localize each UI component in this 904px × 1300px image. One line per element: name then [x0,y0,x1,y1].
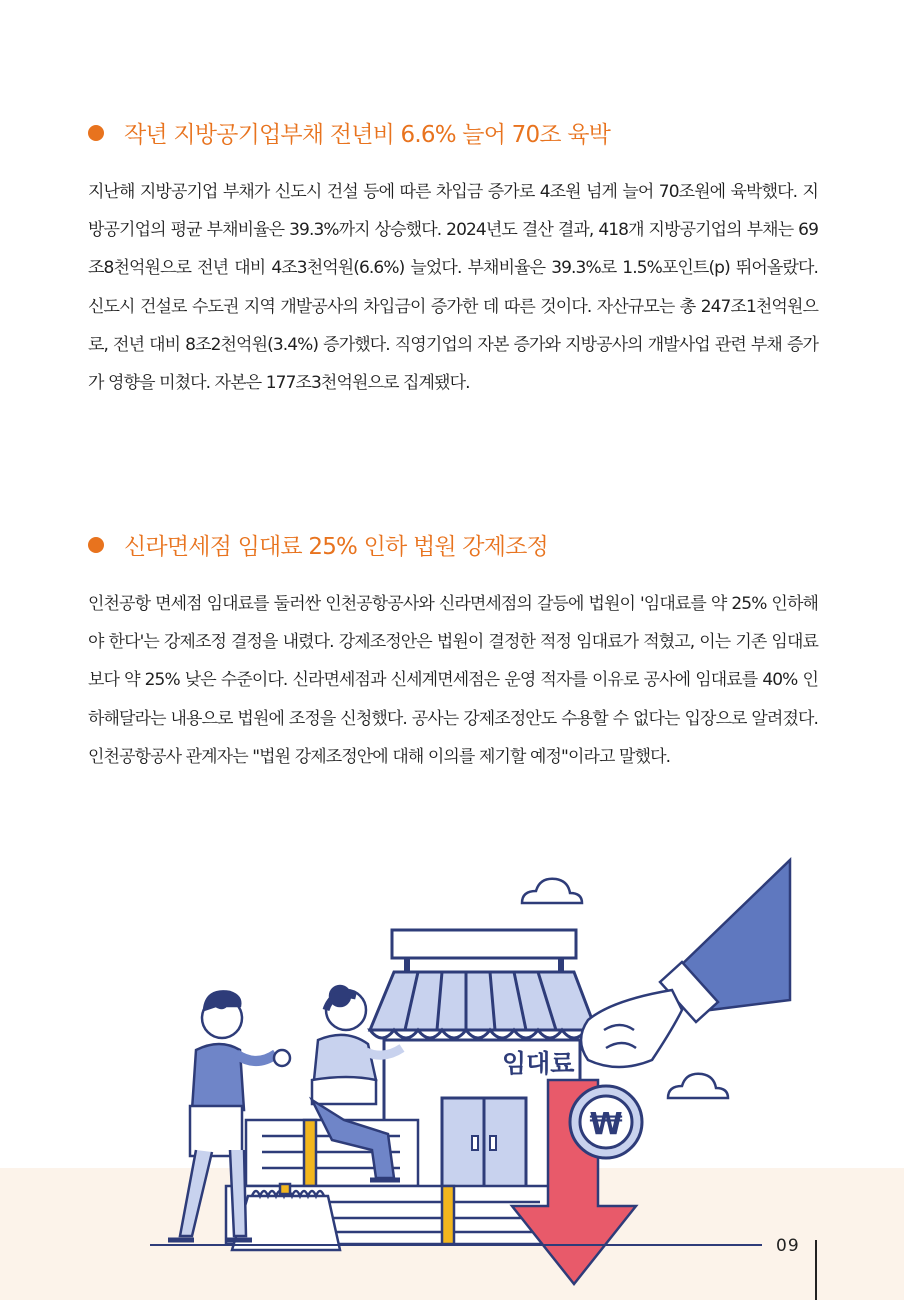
section-heading [88,528,818,561]
section-body: 지난해 지방공기업 부채가 신도시 건설 등에 따른 차입금 증가로 4조원 넘게 늘어 70조원에 육박했다. 지방공기업의 평균 부채비율은 39.3%까지 상승했다. 2024년도 결산 결과, 418개 지방공기업의 부채는 69조8천억원으로 전년 대비 4조3천억원(6.6%) 늘었다. 부채비율은 39.3%로 1.5%포인트(p) 뛰어올랐다. 신도시 건설로 수도권 지역 개발공사의 차입금이 증가한 데 따른 것이다. 자산규모는 총 247조1천억원으로, 전년 대비 8조2천억원(3.4%) 증가했다. 직영기업의 자본 증가와 지방공사의 개발사업 관련 부채 증가가 영향을 미쳤다. 자본은 177조3천억원으로 집계됐다. [88,182,818,394]
page-number-rule [815,1240,817,1300]
news-section-1 [88,116,818,402]
section-heading-text: 작년 지방공기업부채 전년비 6.6% 늘어 70조 육박 [124,122,611,148]
cloud-icon [668,1074,728,1098]
news-section-2 [88,528,818,776]
section-heading-text: 신라면세점 임대료 25% 인하 법원 강제조정 [124,534,548,560]
footer-line [150,1244,762,1246]
bullet-icon [88,537,104,553]
section-heading [88,116,818,149]
won-coin-icon [570,1086,642,1158]
page-number: 09 [776,1236,800,1256]
rent-sign-label: 임대료 [502,1049,575,1078]
hand-arm [581,860,790,1067]
section-body: 인천공항 면세점 임대료를 둘러싼 인천공항공사와 신라면세점의 갈등에 법원이 '임대료를 약 25% 인하해야 한다'는 강제조정 결정을 내렸다. 강제조정안은 법원이 결정한 적정 임대료가 적혔고, 이는 기존 임대료보다 약 25% 낮은 수준이다. 신라면세점과 신세계면세점은 운영 적자를 이유로 공사에 임대료를 40% 인하해달라는 내용으로 법원에 조정을 신청했다. 공사는 강제조정안도 수용할 수 없다는 입장으로 알려졌다. 인천공항공사 관계자는 "법원 강제조정안에 대해 이의를 제기할 예정"이라고 말했다. [88,594,818,767]
cloud-icon [522,879,582,903]
rent-cut-illustration [0,840,904,1300]
bullet-icon [88,125,104,141]
svg-text:₩: ₩ [589,1107,623,1142]
